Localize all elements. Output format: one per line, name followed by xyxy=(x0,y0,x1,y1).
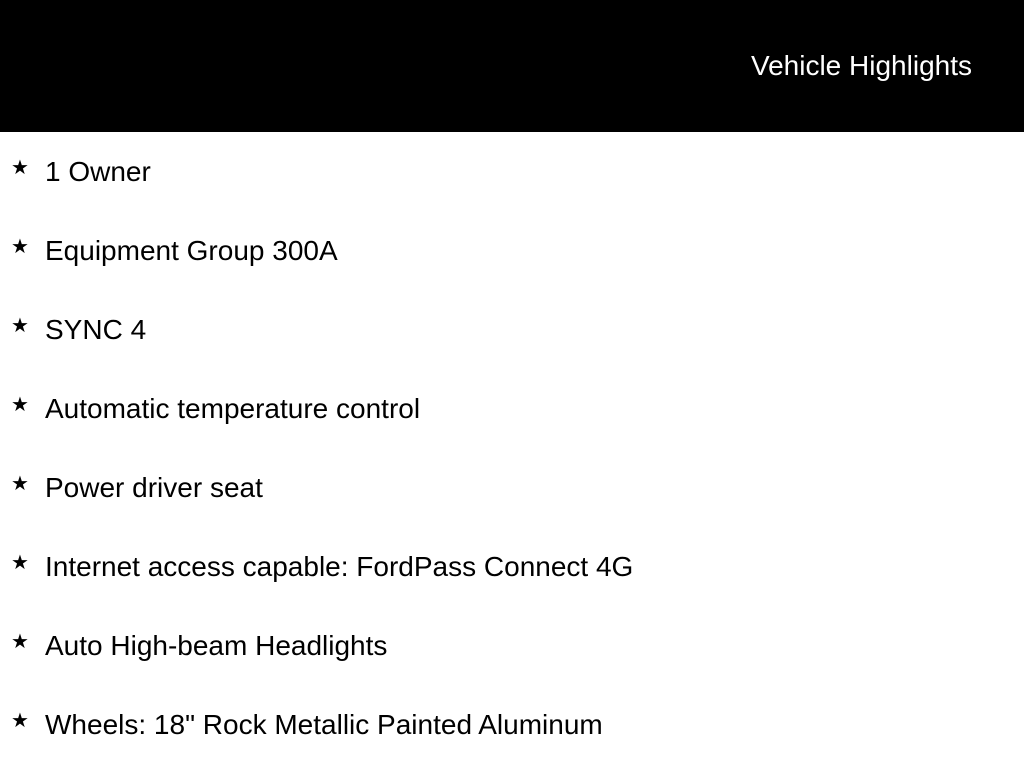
star-icon: ★ xyxy=(11,473,29,495)
highlight-label: Power driver seat xyxy=(45,472,263,503)
vehicle-highlights-list xyxy=(0,132,1024,764)
list-item xyxy=(0,211,1024,290)
star-icon: ★ xyxy=(11,157,29,179)
list-item xyxy=(0,606,1024,685)
star-icon: ★ xyxy=(11,552,29,574)
list-item xyxy=(0,369,1024,448)
star-icon: ★ xyxy=(11,236,29,258)
list-item xyxy=(0,685,1024,764)
star-icon: ★ xyxy=(11,315,29,337)
star-icon: ★ xyxy=(11,394,29,416)
header-bar xyxy=(0,0,1024,132)
highlight-label: Equipment Group 300A xyxy=(45,235,338,266)
star-icon: ★ xyxy=(11,631,29,653)
highlight-label: Wheels: 18" Rock Metallic Painted Aluminum xyxy=(45,709,603,740)
list-item xyxy=(0,290,1024,369)
star-icon: ★ xyxy=(11,710,29,732)
highlight-label: 1 Owner xyxy=(45,156,151,187)
page-title: Vehicle Highlights xyxy=(750,50,972,81)
list-item xyxy=(0,448,1024,527)
highlight-label: SYNC 4 xyxy=(45,314,147,345)
highlight-label: Auto High-beam Headlights xyxy=(45,630,388,661)
list-item xyxy=(0,132,1024,211)
highlight-label: Automatic temperature control xyxy=(45,393,421,424)
highlight-label: Internet access capable: FordPass Connect 4G xyxy=(45,551,634,582)
list-item xyxy=(0,527,1024,606)
